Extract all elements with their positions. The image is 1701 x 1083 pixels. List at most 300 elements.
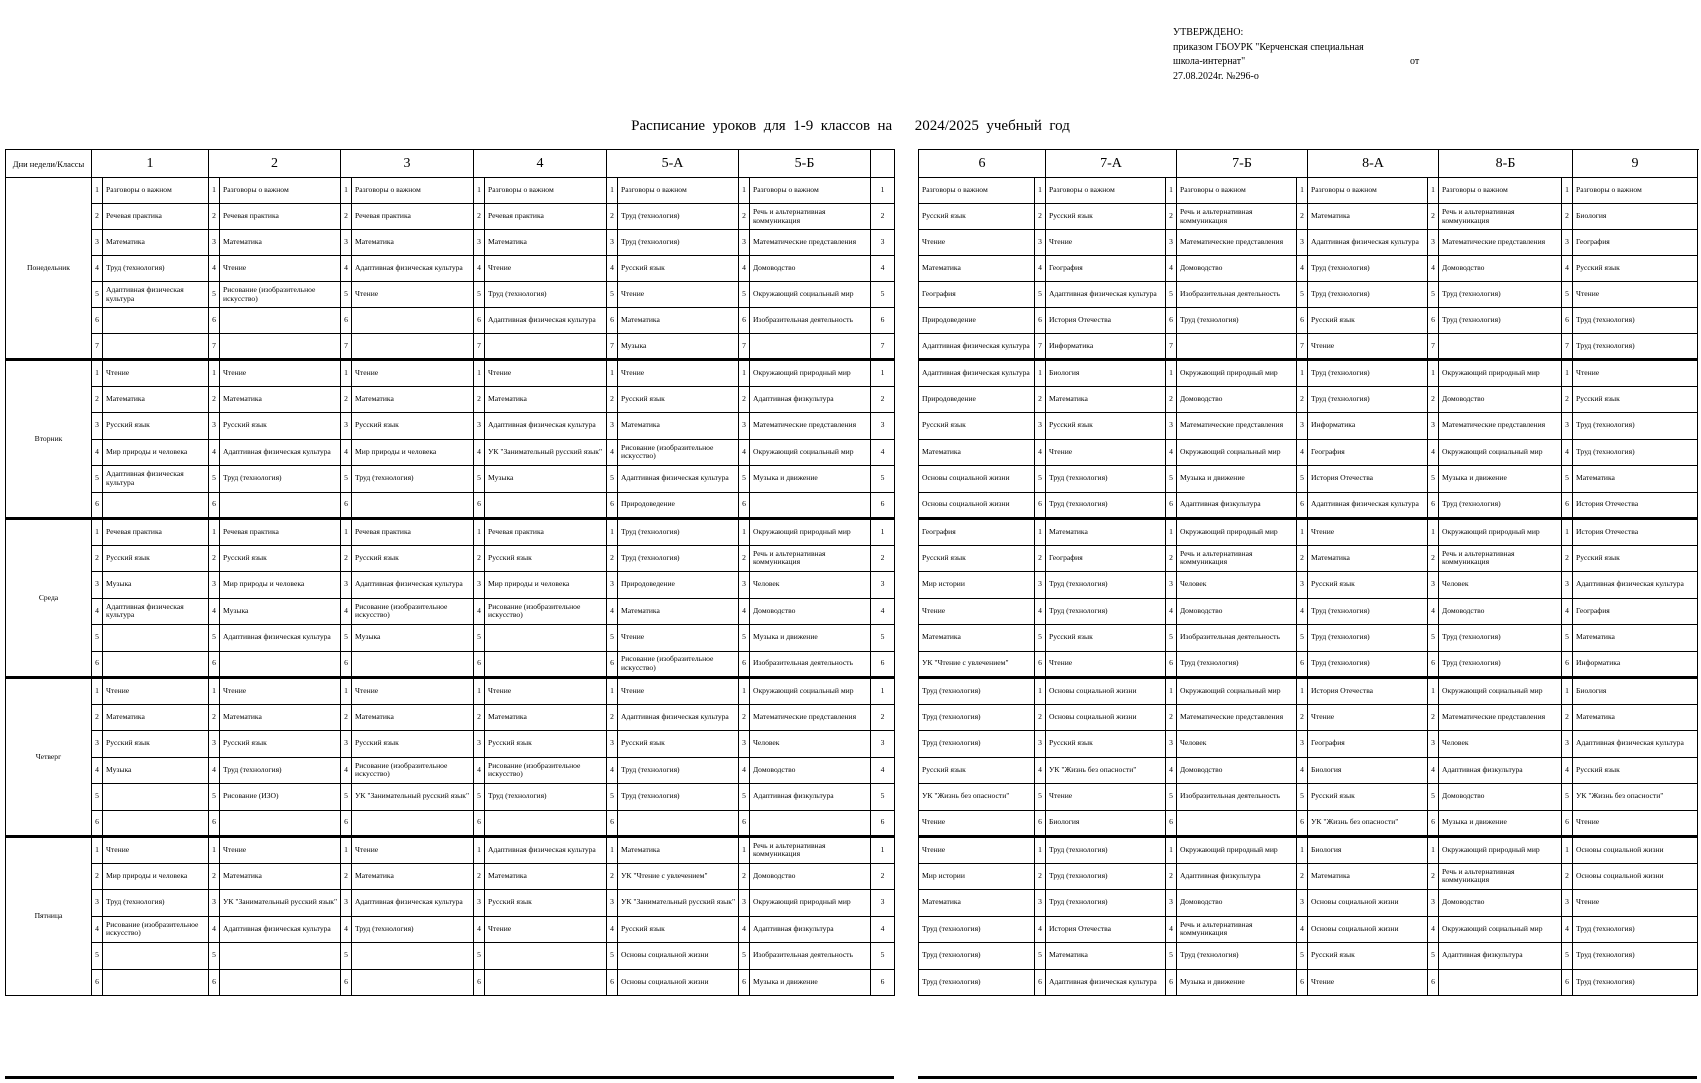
lesson-subject-5a: Природоведение (618, 572, 739, 599)
lesson-subject-1: Чтение (103, 837, 209, 864)
lesson-subject-6: Основы социальной жизни (919, 466, 1035, 493)
schedule-table-right (918, 149, 1698, 996)
lesson-subject-5b: Изобразительная деятельность (750, 943, 871, 970)
lesson-subject-5b: Речь и альтернативная коммуникация (750, 204, 871, 230)
lesson-subject-4: Русский язык (485, 731, 607, 758)
lesson-subject-4 (485, 810, 607, 837)
lesson-subject-8a: Биология (1308, 757, 1428, 784)
lesson-number: 1 (1562, 360, 1573, 387)
lesson-number: 3 (341, 731, 352, 758)
lesson-subject-8b: Домоводство (1439, 784, 1562, 811)
lesson-subject-4: Речевая практика (485, 204, 607, 230)
lesson-number: 5 (1562, 943, 1573, 970)
lesson-number: 3 (871, 572, 895, 599)
lesson-number: 3 (92, 890, 103, 917)
lesson-number: 1 (739, 837, 750, 864)
lesson-subject-4: Рисование (изобразительное искусство) (485, 757, 607, 784)
lesson-number: 3 (607, 572, 618, 599)
lesson-number: 1 (209, 178, 220, 204)
lesson-number: 5 (474, 466, 485, 493)
lesson-subject-9: Адаптивная физическая культура (1573, 572, 1698, 599)
schedule-row (919, 598, 1698, 625)
lesson-number: 6 (739, 969, 750, 996)
lesson-subject-7b (1177, 334, 1297, 360)
lesson-subject-1: Русский язык (103, 545, 209, 572)
lesson-number: 1 (1428, 360, 1439, 387)
lesson-number: 1 (1297, 360, 1308, 387)
lesson-subject-6: Основы социальной жизни (919, 492, 1035, 519)
lesson-number: 1 (1297, 519, 1308, 546)
lesson-number: 6 (1428, 492, 1439, 519)
class-header-9: 9 (1573, 150, 1698, 178)
lesson-subject-8b: Окружающий социальный мир (1439, 916, 1562, 943)
lesson-subject-1: Русский язык (103, 731, 209, 758)
schedule-row (919, 863, 1698, 890)
lesson-subject-8a: Чтение (1308, 704, 1428, 731)
lesson-number: 4 (1428, 757, 1439, 784)
lesson-number: 2 (871, 386, 895, 413)
lesson-number: 5 (474, 943, 485, 970)
lesson-subject-6: Природоведение (919, 386, 1035, 413)
lesson-number: 3 (1297, 230, 1308, 256)
lesson-number: 3 (341, 572, 352, 599)
lesson-subject-8a: Труд (технология) (1308, 625, 1428, 652)
lesson-subject-4: Чтение (485, 678, 607, 705)
lesson-subject-5a: Труд (технология) (618, 757, 739, 784)
lesson-number: 5 (341, 282, 352, 308)
lesson-number: 3 (1562, 230, 1573, 256)
schedule-row (6, 625, 895, 652)
lesson-subject-7b: Адаптивная физкультура (1177, 863, 1297, 890)
lesson-subject-5b: Окружающий социальный мир (750, 439, 871, 466)
lesson-subject-1: Чтение (103, 678, 209, 705)
class-header-3: 3 (341, 150, 474, 178)
lesson-subject-5a: Труд (технология) (618, 519, 739, 546)
lesson-number: 6 (1428, 651, 1439, 678)
lesson-subject-2 (220, 810, 341, 837)
lesson-subject-2: Адаптивная физическая культура (220, 916, 341, 943)
lesson-number: 6 (92, 492, 103, 519)
lesson-number: 4 (209, 598, 220, 625)
lesson-subject-6: Адаптивная физическая культура (919, 360, 1035, 387)
lesson-number: 1 (607, 837, 618, 864)
schedule-row (919, 572, 1698, 599)
lesson-subject-2: Речевая практика (220, 519, 341, 546)
lesson-number: 1 (474, 519, 485, 546)
lesson-number: 2 (1428, 545, 1439, 572)
lesson-number: 6 (474, 969, 485, 996)
lesson-subject-4 (485, 969, 607, 996)
lesson-number: 6 (1035, 810, 1046, 837)
lesson-number: 1 (341, 678, 352, 705)
lesson-number: 5 (1428, 784, 1439, 811)
lesson-subject-5b: Математические представления (750, 230, 871, 256)
lesson-number: 6 (607, 651, 618, 678)
lesson-number: 1 (1035, 178, 1046, 204)
lesson-subject-8a: Основы социальной жизни (1308, 890, 1428, 917)
lesson-number: 1 (92, 178, 103, 204)
lesson-subject-1: Адаптивная физическая культура (103, 466, 209, 493)
lesson-subject-6: Разговоры о важном (919, 178, 1035, 204)
lesson-subject-5a: Природоведение (618, 492, 739, 519)
lesson-number: 4 (341, 439, 352, 466)
lesson-subject-2: Адаптивная физическая культура (220, 439, 341, 466)
table-bottom-rule-left (5, 1076, 894, 1079)
lesson-number: 5 (1035, 282, 1046, 308)
schedule-table-left (5, 149, 895, 996)
lesson-number: 6 (739, 492, 750, 519)
lesson-number: 1 (739, 519, 750, 546)
lesson-subject-8a: Русский язык (1308, 572, 1428, 599)
lesson-number: 6 (92, 969, 103, 996)
lesson-number: 6 (1035, 969, 1046, 996)
lesson-number: 2 (1297, 386, 1308, 413)
lesson-subject-7b: Речь и альтернативная коммуникация (1177, 204, 1297, 230)
lesson-number: 3 (1428, 413, 1439, 440)
lesson-number: 7 (474, 334, 485, 360)
lesson-number: 2 (474, 204, 485, 230)
lesson-subject-6: Труд (технология) (919, 916, 1035, 943)
lesson-subject-7a: Труд (технология) (1046, 598, 1166, 625)
lesson-number: 2 (1428, 204, 1439, 230)
lesson-subject-7b: Изобразительная деятельность (1177, 784, 1297, 811)
lesson-number: 6 (341, 810, 352, 837)
lesson-subject-6: Чтение (919, 598, 1035, 625)
lesson-subject-1: Мир природы и человека (103, 439, 209, 466)
lesson-number: 1 (1166, 519, 1177, 546)
lesson-number: 4 (341, 916, 352, 943)
lesson-number: 2 (1166, 204, 1177, 230)
lesson-number: 5 (209, 282, 220, 308)
lesson-subject-8a: Чтение (1308, 969, 1428, 996)
lesson-subject-7b: Речь и альтернативная коммуникация (1177, 545, 1297, 572)
lesson-number: 1 (1166, 178, 1177, 204)
lesson-subject-7a: Русский язык (1046, 204, 1166, 230)
schedule-row (6, 678, 895, 705)
lesson-subject-9: Чтение (1573, 360, 1698, 387)
lesson-number: 4 (1035, 256, 1046, 282)
lesson-number: 1 (739, 360, 750, 387)
lesson-subject-5b (750, 334, 871, 360)
lesson-subject-8b: Речь и альтернативная коммуникация (1439, 545, 1562, 572)
lesson-number: 7 (871, 334, 895, 360)
lesson-subject-7a: География (1046, 256, 1166, 282)
approval-line-4: 27.08.2024г. №296-о (1173, 70, 1259, 82)
lesson-number: 5 (92, 466, 103, 493)
lesson-subject-5a: Русский язык (618, 731, 739, 758)
lesson-subject-6: Труд (технология) (919, 678, 1035, 705)
lesson-subject-1 (103, 943, 209, 970)
lesson-number: 2 (474, 545, 485, 572)
lesson-subject-8b: Домоводство (1439, 598, 1562, 625)
lesson-number: 3 (739, 572, 750, 599)
lesson-number: 6 (209, 308, 220, 334)
lesson-number: 5 (341, 625, 352, 652)
lesson-number: 4 (1297, 598, 1308, 625)
lesson-subject-7a: Адаптивная физическая культура (1046, 969, 1166, 996)
schedule-row (919, 492, 1698, 519)
lesson-subject-7b: Окружающий природный мир (1177, 519, 1297, 546)
lesson-number: 1 (341, 178, 352, 204)
lesson-number: 6 (474, 308, 485, 334)
lesson-number: 6 (1297, 969, 1308, 996)
lesson-subject-8b: Окружающий природный мир (1439, 519, 1562, 546)
lesson-subject-7a: Русский язык (1046, 625, 1166, 652)
lesson-subject-6: Труд (технология) (919, 943, 1035, 970)
lesson-number: 5 (92, 784, 103, 811)
lesson-subject-7a: Труд (технология) (1046, 890, 1166, 917)
lesson-subject-7a: Основы социальной жизни (1046, 704, 1166, 731)
lesson-subject-3: Русский язык (352, 413, 474, 440)
lesson-number: 2 (739, 863, 750, 890)
lesson-subject-1 (103, 308, 209, 334)
lesson-subject-5a (618, 810, 739, 837)
class-header-5a: 5-А (607, 150, 739, 178)
lesson-subject-9: Труд (технология) (1573, 439, 1698, 466)
lesson-number: 3 (1428, 572, 1439, 599)
schedule-row (919, 413, 1698, 440)
lesson-subject-1: Математика (103, 230, 209, 256)
schedule-row (6, 863, 895, 890)
lesson-number: 1 (871, 178, 895, 204)
lesson-subject-4: Чтение (485, 256, 607, 282)
lesson-number: 2 (1297, 704, 1308, 731)
lesson-number: 7 (739, 334, 750, 360)
lesson-number: 2 (209, 863, 220, 890)
page-title: Расписание уроков для 1-9 классов на 2024/2025 учебный год (631, 118, 1070, 134)
lesson-subject-4: Математика (485, 386, 607, 413)
lesson-number: 1 (1035, 678, 1046, 705)
lesson-subject-8a: Труд (технология) (1308, 598, 1428, 625)
lesson-number: 6 (1297, 651, 1308, 678)
lesson-number: 4 (739, 916, 750, 943)
lesson-number: 1 (474, 678, 485, 705)
lesson-number: 5 (1562, 282, 1573, 308)
lesson-number: 2 (1428, 863, 1439, 890)
lesson-number: 2 (1562, 204, 1573, 230)
lesson-number: 1 (1562, 178, 1573, 204)
lesson-number: 7 (341, 334, 352, 360)
lesson-subject-8b: Человек (1439, 572, 1562, 599)
lesson-number: 7 (209, 334, 220, 360)
lesson-number: 5 (1562, 625, 1573, 652)
lesson-number: 6 (607, 492, 618, 519)
lesson-subject-9: Русский язык (1573, 545, 1698, 572)
lesson-subject-8a: УК "Жизнь без опасности" (1308, 810, 1428, 837)
lesson-subject-5b: Математические представления (750, 413, 871, 440)
lesson-number: 6 (607, 810, 618, 837)
lesson-subject-3: Разговоры о важном (352, 178, 474, 204)
lesson-number: 4 (1166, 598, 1177, 625)
lesson-subject-6: Математика (919, 625, 1035, 652)
lesson-subject-2: Математика (220, 230, 341, 256)
lesson-number: 3 (871, 890, 895, 917)
schedule-row (6, 969, 895, 996)
lesson-subject-2: Русский язык (220, 731, 341, 758)
lesson-subject-7b: Окружающий природный мир (1177, 360, 1297, 387)
lesson-subject-4 (485, 492, 607, 519)
lesson-subject-5b: Музыка и движение (750, 969, 871, 996)
lesson-number: 3 (474, 230, 485, 256)
lesson-subject-3: Чтение (352, 282, 474, 308)
lesson-number: 6 (1428, 810, 1439, 837)
lesson-number: 2 (1035, 704, 1046, 731)
lesson-number: 2 (871, 863, 895, 890)
lesson-subject-5a: УК "Занимательный русский язык" (618, 890, 739, 917)
lesson-subject-5b: Изобразительная деятельность (750, 651, 871, 678)
lesson-subject-6: Математика (919, 890, 1035, 917)
lesson-subject-1 (103, 969, 209, 996)
lesson-number: 2 (1035, 204, 1046, 230)
lesson-number: 2 (1166, 863, 1177, 890)
lesson-subject-7b: Домоводство (1177, 256, 1297, 282)
lesson-number: 6 (1166, 810, 1177, 837)
schedule-row (919, 651, 1698, 678)
class-header-1: 1 (92, 150, 209, 178)
lesson-subject-7a: Чтение (1046, 439, 1166, 466)
lesson-subject-9: Адаптивная физическая культура (1573, 731, 1698, 758)
lesson-number: 4 (209, 757, 220, 784)
lesson-subject-6: Чтение (919, 810, 1035, 837)
lesson-subject-9: УК "Жизнь без опасности" (1573, 784, 1698, 811)
schedule-row (6, 519, 895, 546)
lesson-number: 2 (474, 386, 485, 413)
lesson-subject-6: Русский язык (919, 413, 1035, 440)
day-monday: Понедельник (6, 178, 92, 360)
lesson-subject-2 (220, 492, 341, 519)
lesson-number: 4 (1035, 439, 1046, 466)
lesson-number: 2 (739, 704, 750, 731)
lesson-number: 3 (607, 890, 618, 917)
lesson-number: 5 (92, 625, 103, 652)
lesson-number: 1 (607, 360, 618, 387)
lesson-subject-2: Математика (220, 863, 341, 890)
lesson-number: 1 (1297, 678, 1308, 705)
lesson-subject-8b: Математические представления (1439, 413, 1562, 440)
lesson-subject-6: Мир истории (919, 572, 1035, 599)
lesson-subject-9: Русский язык (1573, 386, 1698, 413)
lesson-number: 7 (607, 334, 618, 360)
lesson-subject-4 (485, 651, 607, 678)
lesson-number: 3 (92, 413, 103, 440)
lesson-subject-8a: Труд (технология) (1308, 651, 1428, 678)
lesson-subject-7b (1177, 810, 1297, 837)
lesson-subject-4: Разговоры о важном (485, 178, 607, 204)
lesson-subject-5b: Изобразительная деятельность (750, 308, 871, 334)
lesson-number: 4 (871, 256, 895, 282)
lesson-number: 5 (1297, 784, 1308, 811)
lesson-subject-5b: Окружающий социальный мир (750, 282, 871, 308)
lesson-subject-9: Биология (1573, 204, 1698, 230)
lesson-subject-6: Адаптивная физическая культура (919, 334, 1035, 360)
lesson-subject-9: Математика (1573, 704, 1698, 731)
lesson-number: 6 (209, 651, 220, 678)
lesson-subject-1: Русский язык (103, 413, 209, 440)
class-header-8b: 8-Б (1439, 150, 1573, 178)
lesson-subject-6: Чтение (919, 837, 1035, 864)
lesson-subject-5a: Русский язык (618, 916, 739, 943)
lesson-number: 1 (209, 837, 220, 864)
lesson-subject-7a: Чтение (1046, 651, 1166, 678)
lesson-subject-8a: Труд (технология) (1308, 386, 1428, 413)
lesson-number: 6 (209, 969, 220, 996)
lesson-subject-8b: Музыка и движение (1439, 810, 1562, 837)
lesson-number: 2 (607, 204, 618, 230)
schedule-row (6, 810, 895, 837)
lesson-number: 4 (1297, 439, 1308, 466)
lesson-number: 2 (1166, 386, 1177, 413)
lesson-subject-2: Разговоры о важном (220, 178, 341, 204)
schedule-row (919, 282, 1698, 308)
lesson-subject-4: Математика (485, 230, 607, 256)
lesson-subject-5b: Окружающий социальный мир (750, 678, 871, 705)
lesson-number: 5 (1166, 943, 1177, 970)
lesson-number: 3 (871, 731, 895, 758)
lesson-subject-3 (352, 943, 474, 970)
schedule-row (6, 439, 895, 466)
lesson-number: 2 (1428, 386, 1439, 413)
lesson-subject-2: Русский язык (220, 545, 341, 572)
lesson-subject-4: Адаптивная физическая культура (485, 413, 607, 440)
lesson-subject-9: Русский язык (1573, 757, 1698, 784)
lesson-number: 3 (1035, 731, 1046, 758)
lesson-subject-8b: Окружающий природный мир (1439, 837, 1562, 864)
lesson-subject-1: Мир природы и человека (103, 863, 209, 890)
schedule-row (6, 837, 895, 864)
lesson-subject-8a: Труд (технология) (1308, 256, 1428, 282)
lesson-number: 5 (341, 784, 352, 811)
lesson-number: 5 (209, 943, 220, 970)
schedule-row (6, 890, 895, 917)
lesson-subject-7b: Домоводство (1177, 598, 1297, 625)
lesson-subject-2: Чтение (220, 256, 341, 282)
lesson-number: 5 (1428, 282, 1439, 308)
lesson-number: 5 (1562, 466, 1573, 493)
lesson-number: 5 (1297, 943, 1308, 970)
lesson-number: 2 (1035, 386, 1046, 413)
lesson-number: 6 (92, 810, 103, 837)
lesson-subject-5a: Труд (технология) (618, 784, 739, 811)
lesson-subject-6: Чтение (919, 230, 1035, 256)
schedule-row (6, 230, 895, 256)
lesson-number: 2 (871, 545, 895, 572)
lesson-subject-1 (103, 492, 209, 519)
lesson-number: 7 (1035, 334, 1046, 360)
lesson-number: 3 (1297, 731, 1308, 758)
lesson-subject-4: Чтение (485, 360, 607, 387)
lesson-subject-4: Математика (485, 863, 607, 890)
lesson-number: 6 (209, 492, 220, 519)
lesson-number: 3 (739, 413, 750, 440)
lesson-subject-4: Труд (технология) (485, 784, 607, 811)
lesson-subject-1: Музыка (103, 572, 209, 599)
class-header-7b: 7-Б (1177, 150, 1308, 178)
lesson-subject-8b: Труд (технология) (1439, 651, 1562, 678)
schedule-row (6, 413, 895, 440)
lesson-subject-3: Русский язык (352, 545, 474, 572)
lesson-number: 6 (871, 492, 895, 519)
lesson-number: 5 (739, 625, 750, 652)
lesson-subject-6: Математика (919, 439, 1035, 466)
lesson-subject-5a: Адаптивная физическая культура (618, 704, 739, 731)
lesson-number: 6 (871, 810, 895, 837)
lesson-number: 2 (341, 545, 352, 572)
class-header-6: 6 (919, 150, 1046, 178)
lesson-subject-5a: Рисование (изобразительное искусство) (618, 439, 739, 466)
table-bottom-rule-right (918, 1076, 1697, 1079)
class-header-4: 4 (474, 150, 607, 178)
lesson-subject-7a: Разговоры о важном (1046, 178, 1166, 204)
